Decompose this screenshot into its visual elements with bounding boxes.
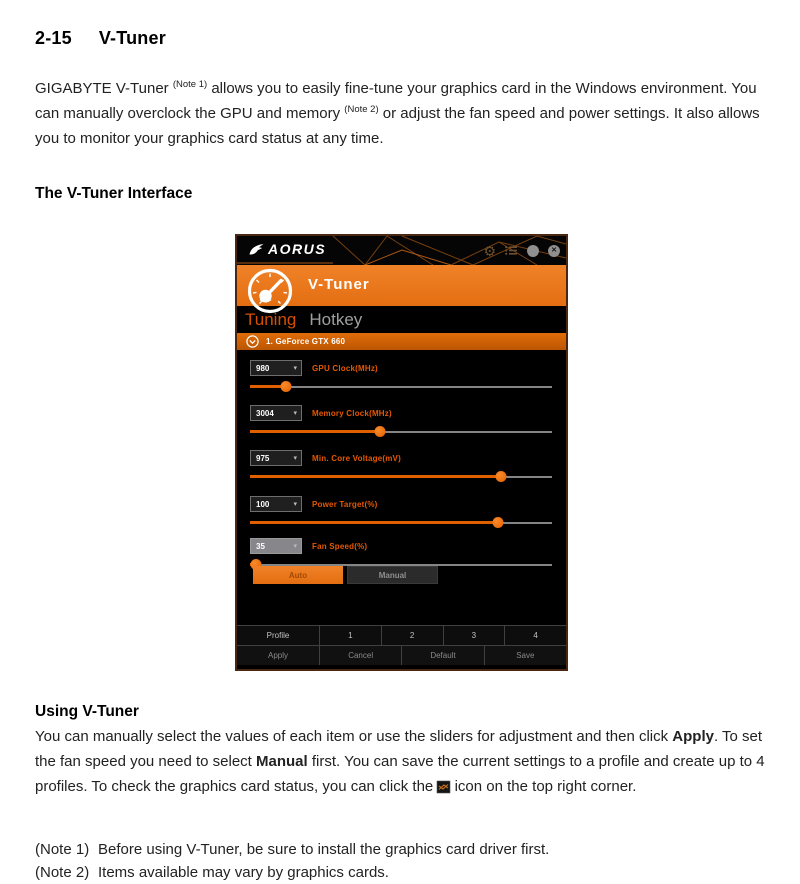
settings-gear-icon[interactable]: ⚙ (483, 242, 496, 259)
apply-keyword: Apply (672, 728, 714, 745)
using-text: You can manually select the values of each item or use the sliders for adjustment and then click (35, 728, 673, 745)
gpu-clock-row (237, 360, 566, 400)
gauge-speedometer-icon (246, 267, 294, 315)
note-1-label: (Note 1) (35, 841, 90, 858)
memory-clock-select[interactable] (250, 405, 302, 421)
apply-button[interactable]: Apply (237, 646, 320, 665)
note-1-text: Before using V-Tuner, be sure to install the graphics card driver first. (98, 841, 550, 858)
manual-keyword: Manual (256, 753, 308, 770)
note-2-label: (Note 2) (35, 864, 90, 881)
fan-speed-select[interactable] (250, 538, 302, 554)
intro-paragraph (35, 76, 771, 151)
note-1 (35, 838, 768, 861)
gpu-clock-label: GPU Clock(MHz) (312, 364, 378, 373)
core-voltage-slider[interactable] (250, 471, 552, 483)
save-button[interactable]: Save (516, 651, 535, 660)
slider-fill (250, 475, 501, 478)
intro-text: GIGABYTE V-Tuner (35, 80, 173, 97)
profile-label: Profile (237, 626, 320, 645)
core-voltage-label: Min. Core Voltage(mV) (312, 454, 401, 463)
power-target-row (237, 496, 566, 536)
minimize-button[interactable] (527, 245, 539, 257)
cancel-button[interactable]: Cancel (320, 646, 402, 665)
section-number: 2-15 (35, 28, 72, 48)
slider-fill (250, 521, 498, 524)
status-monitor-icon[interactable] (505, 245, 518, 256)
gpu-clock-select[interactable] (250, 360, 302, 376)
power-target-label: Power Target(%) (312, 500, 378, 509)
note-2-text: Items available may vary by graphics cards. (98, 864, 389, 881)
caret-down-icon: ▾ (293, 410, 297, 417)
slider-track (250, 386, 552, 388)
gpu-header[interactable] (237, 333, 566, 350)
power-target-slider[interactable] (250, 517, 552, 529)
note-2-reference: (Note 2) (344, 104, 379, 115)
profile-slot-1[interactable]: 1 (320, 626, 382, 645)
profile-row (237, 625, 566, 645)
using-text: first. You can save the current settings to a profile and create up to 4 profiles. To check the graphics card status, you can click the (35, 753, 765, 795)
using-text: . To set the fan speed you need to select (35, 728, 763, 770)
app-title: V-Tuner (308, 276, 370, 293)
core-voltage-value: 975 (256, 453, 270, 463)
brand-name: AORUS (268, 241, 327, 257)
note-2 (35, 861, 768, 884)
titlebar-icons (483, 236, 560, 265)
memory-clock-slider[interactable] (250, 426, 552, 438)
fan-manual-button[interactable]: Manual (347, 566, 438, 584)
using-section (35, 703, 768, 799)
profile-slot-2[interactable]: 2 (382, 626, 444, 645)
collapse-chevron-icon (246, 335, 259, 348)
footnotes (35, 838, 768, 884)
app-banner (237, 265, 566, 306)
power-target-select[interactable] (250, 496, 302, 512)
caret-down-icon: ▾ (293, 501, 297, 508)
tab-hotkey[interactable]: Hotkey (309, 309, 363, 329)
gpu-name: 1. GeForce GTX 660 (266, 337, 346, 346)
profile-slot-4[interactable]: 4 (533, 631, 538, 640)
slider-fill (250, 430, 380, 433)
fan-speed-value: 35 (256, 541, 265, 551)
profile-slot-3[interactable]: 3 (444, 626, 506, 645)
gpu-clock-value: 980 (256, 363, 270, 373)
action-row (237, 645, 566, 665)
caret-down-icon: ▾ (293, 455, 297, 462)
title-bar (237, 236, 566, 265)
slider-thumb[interactable] (374, 426, 385, 437)
gpu-clock-slider[interactable] (250, 381, 552, 393)
caret-down-icon: ▾ (293, 365, 297, 372)
fan-auto-button[interactable]: Auto (253, 566, 343, 584)
using-text: icon on the top right corner. (450, 778, 637, 795)
fan-speed-label: Fan Speed(%) (312, 542, 368, 551)
close-icon: ✕ (551, 247, 557, 254)
slider-thumb[interactable] (281, 381, 292, 392)
tab-tuning[interactable]: Tuning (245, 309, 297, 329)
close-button[interactable] (548, 245, 560, 257)
memory-clock-row (237, 405, 566, 445)
power-target-value: 100 (256, 499, 270, 509)
caret-down-icon: ▾ (293, 543, 297, 550)
slider-thumb[interactable] (492, 517, 503, 528)
aorus-eagle-icon (248, 242, 265, 257)
using-heading: Using V-Tuner (35, 703, 139, 720)
core-voltage-row (237, 450, 566, 490)
intro-text: or adjust the fan speed and power settings. It also allows you to monitor your graphics card status at any time. (35, 105, 760, 147)
intro-text: allows you to easily fine-tune your graphics card in the Windows environment. You can manually overclock the GPU and memory (35, 80, 757, 122)
fan-mode-buttons (237, 566, 566, 584)
default-button[interactable]: Default (402, 646, 484, 665)
section-title: V-Tuner (98, 28, 166, 48)
status-monitor-inline-icon (437, 776, 450, 788)
interface-heading: The V-Tuner Interface (35, 185, 193, 202)
memory-clock-label: Memory Clock(MHz) (312, 409, 392, 418)
note-1-reference: (Note 1) (172, 79, 208, 90)
section-heading (35, 28, 768, 49)
using-paragraph (35, 724, 771, 799)
slider-thumb[interactable] (495, 471, 506, 482)
memory-clock-value: 3004 (256, 408, 274, 418)
vtuner-window (235, 234, 568, 671)
core-voltage-select[interactable] (250, 450, 302, 466)
aorus-logo (248, 241, 326, 257)
